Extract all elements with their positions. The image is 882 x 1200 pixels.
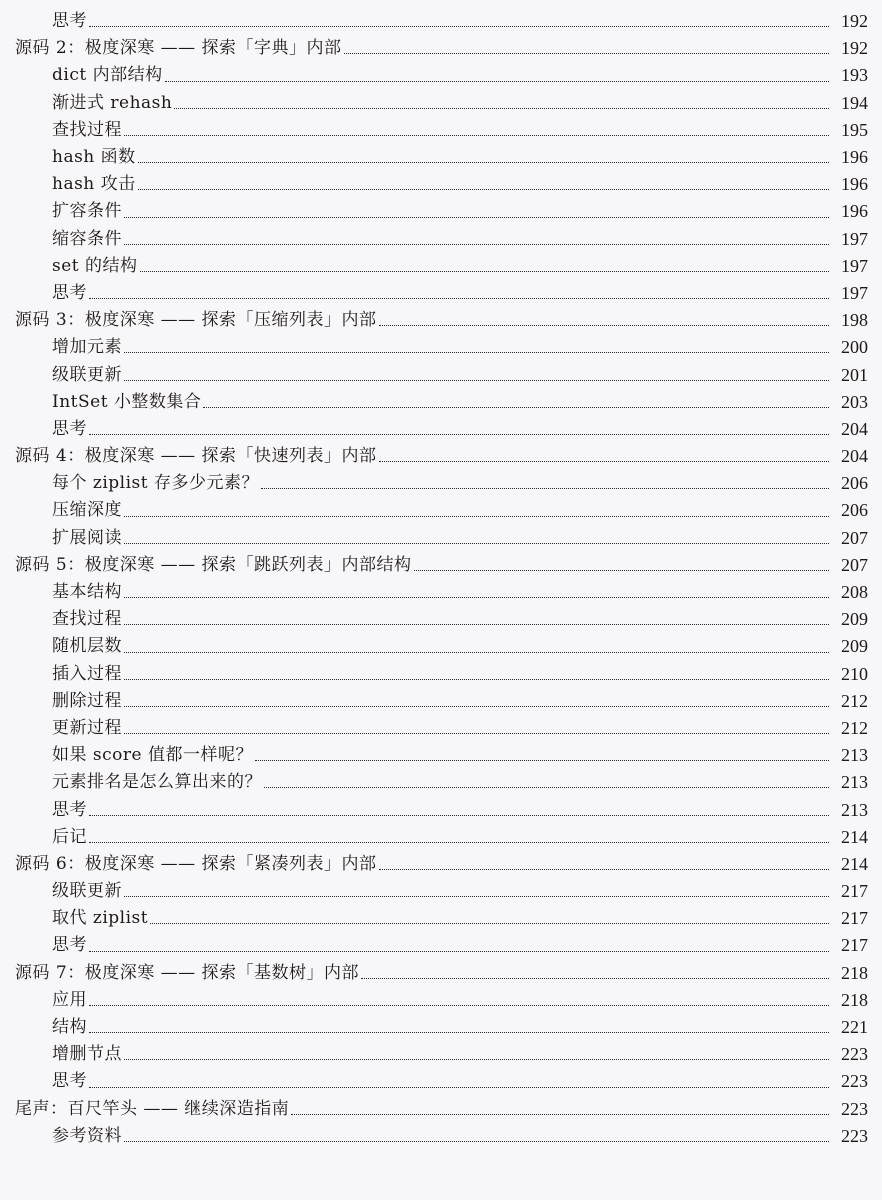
toc-section-entry[interactable] [0, 1068, 882, 1095]
dot-leader [124, 351, 829, 353]
toc-entry-title: 如果 score 值都一样呢？ [52, 745, 253, 766]
toc-entry-title: 随机层数 [52, 636, 122, 657]
toc-section-entry[interactable] [0, 226, 882, 253]
toc-entry-title: hash 函数 [52, 147, 136, 168]
toc-entry-title: 应用 [52, 989, 87, 1010]
toc-entry-title: 删除过程 [52, 690, 122, 711]
toc-entry-page-number: 194 [841, 92, 868, 113]
toc-section-entry[interactable] [0, 661, 882, 688]
dot-leader [124, 216, 829, 218]
toc-entry-title: 查找过程 [52, 119, 122, 140]
toc-section-entry[interactable] [0, 824, 882, 851]
toc-entry-page-number: 208 [841, 582, 868, 603]
dot-leader [361, 977, 829, 979]
toc-entry-title: 源码 7：极度深寒 —— 探索「基数树」内部 [15, 962, 360, 983]
toc-entry-page-number: 206 [841, 500, 868, 521]
toc-section-entry[interactable] [0, 1123, 882, 1150]
toc-section-entry[interactable] [0, 334, 882, 361]
toc-entry-page-number: 196 [841, 174, 868, 195]
dot-leader [89, 1031, 829, 1033]
toc-entry-page-number: 209 [841, 609, 868, 630]
dot-leader [261, 487, 829, 489]
dot-leader [140, 270, 829, 272]
toc-section-entry[interactable] [0, 117, 882, 144]
toc-entry-page-number: 217 [841, 908, 868, 929]
toc-section-entry[interactable] [0, 497, 882, 524]
toc-chapter-entry[interactable] [0, 443, 882, 470]
toc-entry-title: 尾声：百尺竿头 —— 继续深造指南 [15, 1098, 290, 1119]
toc-entry-title: 思考 [52, 282, 87, 303]
dot-leader [89, 1086, 829, 1088]
toc-entry-page-number: 209 [841, 636, 868, 657]
toc-entry-page-number: 218 [841, 962, 868, 983]
toc-entry-page-number: 193 [841, 65, 868, 86]
toc-entry-title: 压缩深度 [52, 500, 122, 521]
toc-entry-page-number: 197 [841, 255, 868, 276]
toc-entry-title: 思考 [52, 1071, 87, 1092]
dot-leader [124, 379, 829, 381]
toc-section-entry[interactable] [0, 905, 882, 932]
dot-leader [89, 433, 829, 435]
toc-section-entry[interactable] [0, 198, 882, 225]
dot-leader [124, 1058, 829, 1060]
toc-entry-page-number: 212 [841, 717, 868, 738]
toc-section-entry[interactable] [0, 90, 882, 117]
dot-leader [124, 134, 829, 136]
toc-entry-title: 基本结构 [52, 582, 122, 603]
dot-leader [138, 161, 829, 163]
toc-entry-title: 源码 4：极度深寒 —— 探索「快速列表」内部 [15, 446, 377, 467]
toc-section-entry[interactable] [0, 1041, 882, 1068]
toc-section-entry[interactable] [0, 579, 882, 606]
toc-entry-title: 源码 5：极度深寒 —— 探索「跳跃列表」内部结构 [15, 554, 412, 575]
dot-leader [124, 623, 829, 625]
toc-entry-title: 级联更新 [52, 364, 122, 385]
dot-leader [344, 52, 829, 54]
toc-entry-page-number: 197 [841, 282, 868, 303]
toc-entry-title: 查找过程 [52, 609, 122, 630]
dot-leader [124, 895, 829, 897]
toc-section-entry[interactable] [0, 144, 882, 171]
toc-entry-title: 思考 [52, 11, 87, 32]
dot-leader [89, 297, 829, 299]
toc-section-entry[interactable] [0, 389, 882, 416]
dot-leader [124, 732, 829, 734]
toc-entry-title: dict 内部结构 [52, 65, 163, 86]
toc-chapter-entry[interactable] [0, 851, 882, 878]
toc-entry-title: hash 攻击 [52, 174, 136, 195]
toc-entry-page-number: 210 [841, 663, 868, 684]
toc-entry-page-number: 217 [841, 881, 868, 902]
table-of-contents [0, 8, 882, 1150]
toc-entry-title: set 的结构 [52, 255, 138, 276]
toc-entry-page-number: 192 [841, 38, 868, 59]
toc-entry-title: 增删节点 [52, 1044, 122, 1065]
dot-leader [124, 596, 829, 598]
toc-entry-page-number: 204 [841, 418, 868, 439]
toc-entry-page-number: 223 [841, 1044, 868, 1065]
dot-leader [414, 569, 829, 571]
toc-section-entry[interactable] [0, 688, 882, 715]
toc-entry-page-number: 221 [841, 1017, 868, 1038]
dot-leader [124, 515, 829, 517]
toc-entry-page-number: 206 [841, 473, 868, 494]
dot-leader [255, 759, 829, 761]
dot-leader [89, 814, 829, 816]
toc-entry-page-number: 218 [841, 989, 868, 1010]
toc-entry-page-number: 203 [841, 391, 868, 412]
toc-entry-title: 结构 [52, 1017, 87, 1038]
dot-leader [89, 841, 829, 843]
toc-entry-title: 更新过程 [52, 717, 122, 738]
toc-entry-page-number: 192 [841, 11, 868, 32]
toc-section-entry[interactable] [0, 932, 882, 959]
toc-entry-title: IntSet 小整数集合 [52, 391, 202, 412]
toc-section-entry[interactable] [0, 769, 882, 796]
toc-chapter-entry[interactable] [0, 552, 882, 579]
toc-section-entry[interactable] [0, 253, 882, 280]
toc-entry-title: 取代 ziplist [52, 908, 149, 929]
toc-section-entry[interactable] [0, 987, 882, 1014]
dot-leader [89, 1004, 829, 1006]
toc-section-entry[interactable] [0, 606, 882, 633]
toc-entry-title: 级联更新 [52, 881, 122, 902]
toc-entry-title: 思考 [52, 935, 87, 956]
toc-section-entry[interactable] [0, 525, 882, 552]
toc-section-entry[interactable] [0, 280, 882, 307]
dot-leader [124, 678, 829, 680]
toc-section-entry[interactable] [0, 8, 882, 35]
toc-chapter-entry[interactable] [0, 307, 882, 334]
toc-section-entry[interactable] [0, 470, 882, 497]
toc-entry-page-number: 201 [841, 364, 868, 385]
toc-section-entry[interactable] [0, 796, 882, 823]
toc-section-entry[interactable] [0, 171, 882, 198]
toc-entry-title: 扩容条件 [52, 201, 122, 222]
dot-leader [138, 188, 829, 190]
dot-leader [89, 950, 829, 952]
toc-section-entry[interactable] [0, 416, 882, 443]
toc-entry-title: 后记 [52, 826, 87, 847]
toc-entry-title: 元素排名是怎么算出来的？ [52, 772, 262, 793]
dot-leader [264, 786, 829, 788]
toc-section-entry[interactable] [0, 878, 882, 905]
dot-leader [203, 406, 829, 408]
dot-leader [174, 107, 829, 109]
dot-leader [89, 25, 829, 27]
toc-section-entry[interactable] [0, 1014, 882, 1041]
toc-entry-page-number: 214 [841, 853, 868, 874]
toc-entry-title: 思考 [52, 799, 87, 820]
toc-entry-page-number: 223 [841, 1125, 868, 1146]
toc-entry-page-number: 204 [841, 446, 868, 467]
dot-leader [124, 651, 829, 653]
dot-leader [165, 80, 829, 82]
toc-entry-page-number: 198 [841, 310, 868, 331]
toc-entry-title: 每个 ziplist 存多少元素？ [52, 473, 260, 494]
toc-entry-title: 源码 2：极度深寒 —— 探索「字典」内部 [15, 38, 342, 59]
toc-entry-page-number: 196 [841, 147, 868, 168]
toc-section-entry[interactable] [0, 62, 882, 89]
toc-section-entry[interactable] [0, 633, 882, 660]
toc-entry-page-number: 217 [841, 935, 868, 956]
toc-entry-page-number: 207 [841, 554, 868, 575]
toc-entry-title: 源码 3：极度深寒 —— 探索「压缩列表」内部 [15, 310, 377, 331]
toc-section-entry[interactable] [0, 715, 882, 742]
toc-entry-title: 扩展阅读 [52, 527, 122, 548]
dot-leader [124, 1140, 829, 1142]
toc-entry-page-number: 200 [841, 337, 868, 358]
toc-entry-page-number: 207 [841, 527, 868, 548]
toc-entry-title: 插入过程 [52, 663, 122, 684]
toc-entry-page-number: 223 [841, 1071, 868, 1092]
toc-entry-page-number: 214 [841, 826, 868, 847]
toc-section-entry[interactable] [0, 742, 882, 769]
dot-leader [150, 922, 829, 924]
toc-entry-page-number: 197 [841, 228, 868, 249]
dot-leader [379, 868, 829, 870]
dot-leader [379, 324, 829, 326]
dot-leader [124, 243, 829, 245]
toc-entry-page-number: 195 [841, 119, 868, 140]
toc-entry-title: 增加元素 [52, 337, 122, 358]
dot-leader [124, 705, 829, 707]
toc-chapter-entry[interactable] [0, 1096, 882, 1123]
toc-entry-page-number: 196 [841, 201, 868, 222]
toc-entry-page-number: 213 [841, 745, 868, 766]
toc-entry-title: 思考 [52, 418, 87, 439]
toc-entry-title: 参考资料 [52, 1125, 122, 1146]
toc-entry-page-number: 213 [841, 772, 868, 793]
toc-chapter-entry[interactable] [0, 35, 882, 62]
toc-entry-title: 渐进式 rehash [52, 92, 173, 113]
toc-chapter-entry[interactable] [0, 960, 882, 987]
toc-entry-title: 缩容条件 [52, 228, 122, 249]
toc-entry-page-number: 223 [841, 1098, 868, 1119]
dot-leader [124, 542, 829, 544]
dot-leader [379, 460, 829, 462]
toc-section-entry[interactable] [0, 361, 882, 388]
toc-entry-title: 源码 6：极度深寒 —— 探索「紧凑列表」内部 [15, 853, 377, 874]
toc-entry-page-number: 213 [841, 799, 868, 820]
toc-entry-page-number: 212 [841, 690, 868, 711]
dot-leader [291, 1113, 829, 1115]
